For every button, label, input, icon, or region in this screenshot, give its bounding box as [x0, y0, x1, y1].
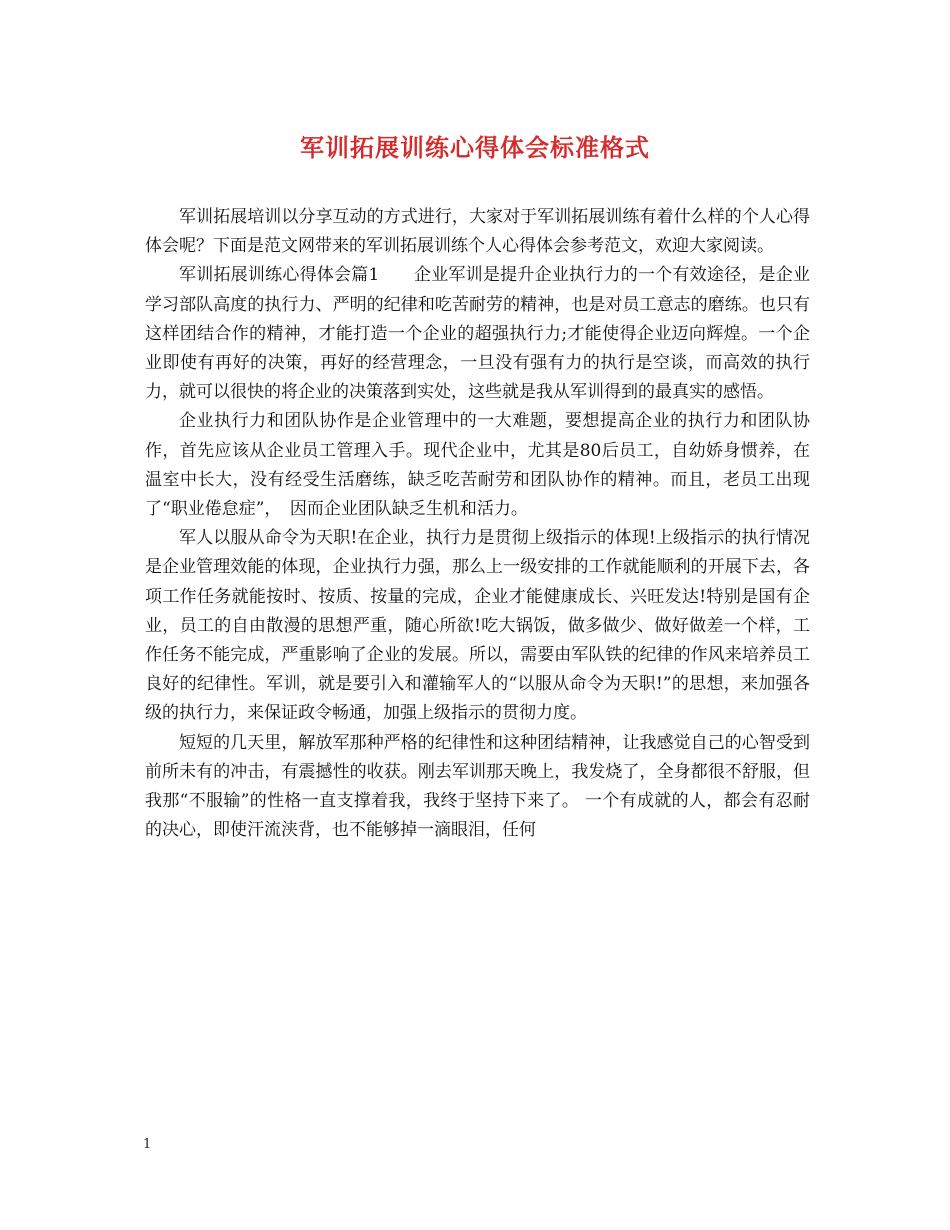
paragraph-intro: 军训拓展培训以分享互动的方式进行，大家对于军训拓展训练有着什么样的个人心得体会呢？下面是范文网带来的军训拓展训练个人心得体会参考范文，欢迎大家阅读。: [145, 207, 810, 257]
paragraph-3: 军人以服从命令为天职!在企业，执行力是贯彻上级指示的体现!上级指示的执行情况是企业管理效能的体现，企业执行力强，那么上一级安排的工作就能顺利的开展下去，各项工作任务就能按时、按质、按量的完成，企业才能健康成长、兴旺发达!特别是国有企业，员工的自由散漫的思想严重，随心所欲!吃大锅饭，做多做少、做好做差一个样，工作任务不能完成，严重影响了企业的发展。所以，需要由军队铁的纪律的作风来培养员工良好的纪律性。军训，就是要引入和灌输军人的“以服从命令为天职!”的思想，来加强各级的执行力，来保证政令畅通，加强上级指示的贯彻力度。: [145, 528, 810, 724]
paragraph-2: 企业执行力和团队协作是企业管理中的一大难题，要想提高企业的执行力和团队协作，首先应该从企业员工管理入手。现代企业中，尤其是80后员工，自幼娇身惯养，在温室中长大，没有经受生活磨练，缺乏吃苦耐劳和团队协作的精神。而且，老员工出现了“职业倦怠症”， 因而企业团队缺乏生机和活力。: [145, 411, 810, 520]
document-body: [145, 203, 810, 845]
paragraph-1: 军训拓展训练心得体会篇1 企业军训是提升企业执行力的一个有效途径，是企业学习部队高度的执行力、严明的纪律和吃苦耐劳的精神，也是对员工意志的磨练。也只有这样团结合作的精神，才能打造一个企业的超强执行力;才能使得企业迈向辉煌。一个企业即使有再好的决策，再好的经营理念，一旦没有强有力的执行是空谈，而高效的执行力，就可以很快的将企业的决策落到实处，这些就是我从军训得到的最真实的感悟。: [145, 265, 810, 403]
document-title: 军训拓展训练心得体会标准格式: [300, 133, 650, 162]
paragraph-4: 短短的几天里，解放军那种严格的纪律性和这种团结精神，让我感觉自己的心智受到前所未有的冲击，有震撼性的收获。刚去军训那天晚上，我发烧了，全身都很不舒服，但我那“不服输”的性格一直支撑着我，我终于坚持下来了。 一个有成就的人，都会有忍耐的决心，即使汗流浃背，也不能够掉一滴眼泪，任何: [145, 732, 810, 841]
page-number: 1: [143, 1137, 152, 1152]
